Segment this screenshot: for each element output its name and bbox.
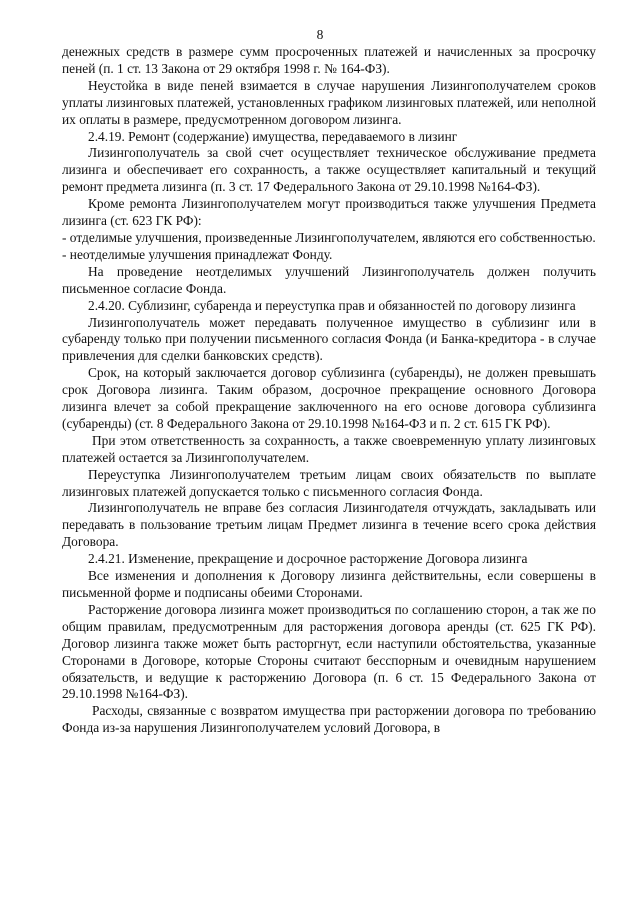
list-item: - отделимые улучшения, произведенные Лизингополучателем, являются его собственностью. [62, 229, 596, 245]
paragraph: Расторжение договора лизинга может производиться по соглашению сторон, а так же по общим правилам, предусмотренным для расторжения договора аренды (ст. 625 ГК РФ). Договор лизинга также может быть расторгнут, если наступили обстоятельства, указанные Сторонами в Договоре, которые Стороны считают бесспорным и очевидным нарушением обязательств, и ведущие к расторжению Договора (п. 6 ст. 15 Федерального Закона от 29.10.1998 №164-ФЗ). [62, 601, 596, 702]
paragraph: Переуступка Лизингополучателем третьим лицам своих обязательств по выплате лизинговых платежей допускается только с письменного согласия Фонда. [62, 466, 596, 499]
paragraph: Все изменения и дополнения к Договору лизинга действительны, если совершены в письменной форме и подписаны обеими Сторонами. [62, 568, 596, 600]
paragraph: Неустойка в виде пеней взимается в случае нарушения Лизингополучателем сроков уплаты лизинговых платежей, установленных графиком лизинговых платежей, или неполной их оплаты в размере, предусмотренном договором лизинга. [62, 77, 596, 127]
paragraph: Лизингополучатель за свой счет осуществляет техническое обслуживание предмета лизинга и обеспечивает его сохранность, а также осуществляет капитальный и текущий ремонт предмета лизинга (п. 3 ст. 17 Федерального Закона от 29.10.1998 №164-ФЗ). [62, 145, 596, 195]
paragraph: Лизингополучатель может передавать полученное имущество в сублизинг или в субаренду только при получении письменного согласия Фонда (и Банка-кредитора - в случае привлечения для сделки банковских средств). [62, 314, 596, 364]
body-text [62, 44, 596, 737]
page-number: 8 [316, 27, 324, 42]
paragraph: денежных средств в размере сумм просроченных платежей и начисленных за просрочку пеней (п. 1 ст. 13 Закона от 29 октября 1998 г. № 164-ФЗ). [62, 44, 596, 76]
paragraph: Кроме ремонта Лизингополучателем могут производиться также улучшения Предмета лизинга (ст. 623 ГК РФ): [62, 196, 596, 229]
list-item: - неотделимые улучшения принадлежат Фонду. [62, 246, 333, 262]
paragraph: Расходы, связанные с возвратом имущества при расторжении договора по требованию Фонда из-за нарушения Лизингополучателем условий Договора, в [62, 703, 596, 736]
section-heading: 2.4.20. Сублизинг, субаренда и переуступка прав и обязанностей по договору лизинга [88, 297, 576, 313]
paragraph: Лизингополучатель не вправе без согласия Лизингодателя отчуждать, закладывать или передавать в пользование третьим лицам Предмет лизинга в течение всего срока действия Договора. [62, 500, 596, 550]
paragraph: На проведение неотделимых улучшений Лизингополучатель должен получить письменное согласие Фонда. [62, 263, 596, 296]
section-heading: 2.4.19. Ремонт (содержание) имущества, передаваемого в лизинг [88, 128, 458, 144]
section-heading: 2.4.21. Изменение, прекращение и досрочное расторжение Договора лизинга [88, 551, 528, 567]
paragraph: Срок, на который заключается договор сублизинга (субаренды), не должен превышать срок Договора лизинга. Таким образом, досрочное прекращение основного Договора лизинга влечет за собой прекращение заключенного на его основе договора сублизинга (субаренды) (ст. 8 Федерального Закона от 29.10.1998 №164-ФЗ и п. 2 ст. 615 ГК РФ). [62, 365, 596, 431]
paragraph: При этом ответственность за сохранность, а также своевременную уплату лизинговых платежей остается за Лизингополучателем. [62, 432, 596, 465]
